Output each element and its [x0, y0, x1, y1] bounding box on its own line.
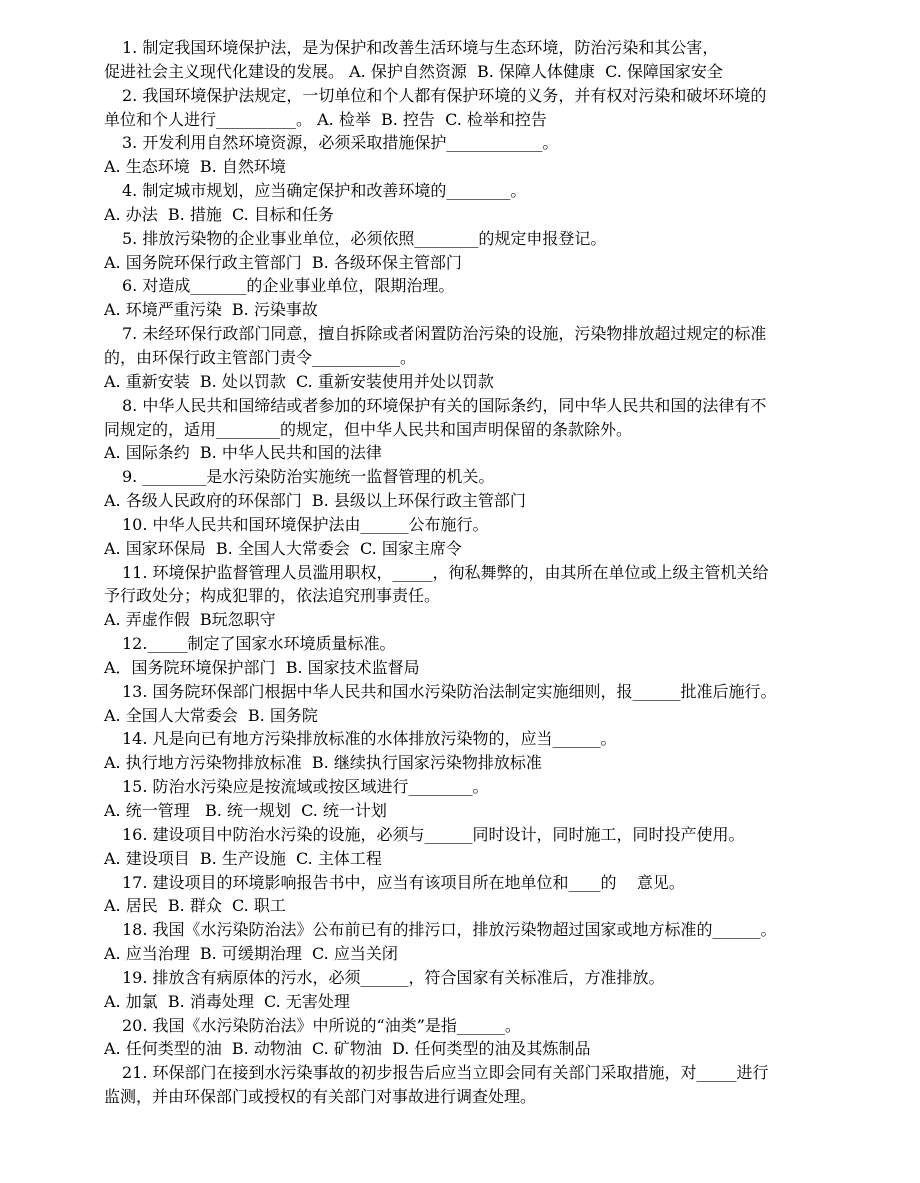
question-line: 12._____制定了国家水环境质量标准。: [122, 634, 396, 654]
options-line: A. 国家环保局 B. 全国人大常委会 C. 国家主席令: [104, 538, 462, 558]
question-line: 1. 制定我国环境保护法，是为保护和改善生活环境与生态环境，防治污染和其公害，: [122, 38, 719, 57]
options-line: A. 全国人大常委会 B. 国务院: [104, 705, 318, 725]
options-line: A. 加氯 B. 消毒处理 C. 无害处理: [104, 991, 350, 1011]
options-line: A. 环境严重污染 B. 污染事故: [104, 300, 318, 320]
question-line: 21. 环保部门在接到水污染事故的初步报告后应当立即会同有关部门采取措施，对_____进行: [122, 1063, 769, 1083]
options-line: A．国务院环境保护部门 B. 国家技术监督局: [104, 657, 420, 677]
continuation-line: 同规定的，适用________的规定，但中华人民共和国声明保留的条款除外。: [104, 419, 633, 439]
continuation-line: 促进社会主义现代化建设的发展。 A. 保护自然资源 B. 保障人体健康 C. 保障国家安全: [104, 61, 723, 81]
options-line: A. 生态环境 B. 自然环境: [104, 157, 286, 177]
question-line: 13. 国务院环保部门根据中华人民共和国水污染防治法制定实施细则，报______批准后施行。: [122, 681, 777, 701]
question-line: 19. 排放含有病原体的污水，必须______，符合国家有关标准后，方准排放。: [122, 967, 665, 987]
question-line: 18. 我国《水污染防治法》公布前已有的排污口，排放污染物超过国家或地方标准的______。: [122, 920, 777, 940]
question-line: 20. 我国《水污染防治法》中所说的“油类”是指______。: [122, 1015, 521, 1035]
options-line: A. 居民 B. 群众 C. 职工: [104, 896, 286, 916]
question-line: 2. 我国环境保护法规定，一切单位和个人都有保护环境的义务，并有权对污染和破坏环境的: [122, 85, 767, 105]
options-line: A. 执行地方污染物排放标准 B. 继续执行国家污染物排放标准: [104, 753, 542, 773]
question-line: 14. 凡是向已有地方污染排放标准的水体排放污染物的，应当______。: [122, 729, 617, 749]
question-line: 7. 未经环保行政部门同意，擅自拆除或者闲置防治污染的设施，污染物排放超过规定的标准: [122, 324, 767, 344]
question-line: 17. 建设项目的环境影响报告书中，应当有该项目所在地单位和____的 意见。: [122, 872, 685, 892]
options-line: A. 重新安装 B. 处以罚款 C. 重新安装使用并处以罚款: [104, 371, 494, 391]
options-line: A. 各级人民政府的环保部门 B. 县级以上环保行政主管部门: [104, 491, 526, 511]
question-line: 6. 对造成_______的企业事业单位，限期治理。: [122, 276, 455, 296]
continuation-line: 予行政处分；构成犯罪的，依法追究刑事责任。: [104, 586, 441, 606]
question-line: 11. 环境保护监督管理人员滥用职权，_____，徇私舞弊的，由其所在单位或上级主管机关给: [122, 562, 769, 582]
options-line: A. 弄虚作假 B玩忽职守: [104, 610, 276, 630]
question-line: 5. 排放污染物的企业事业单位，必须依照________的规定申报登记。: [122, 228, 607, 248]
options-line: A. 办法 B. 措施 C. 目标和任务: [104, 204, 334, 224]
question-line: 4. 制定城市规划，应当确定保护和改善环境的________。: [122, 181, 527, 201]
question-line: 16. 建设项目中防治水污染的设施，必须与______同时设计，同时施工，同时投产使用。: [122, 824, 745, 844]
question-line: 15. 防治水污染应是按流域或按区域进行________。: [122, 777, 489, 797]
continuation-line: 的，由环保行政主管部门责令___________。: [104, 347, 417, 367]
continuation-line: 监测，并由环保部门或授权的有关部门对事故进行调查处理。: [104, 1087, 537, 1107]
options-line: A. 任何类型的油 B. 动物油 C. 矿物油 D. 任何类型的油及其炼制品: [104, 1039, 591, 1059]
options-line: A. 统一管理 B. 统一规划 C. 统一计划: [104, 801, 387, 820]
question-line: 8. 中华人民共和国缔结或者参加的环境保护有关的国际条约，同中华人民共和国的法律有不: [122, 395, 767, 415]
options-line: A. 国务院环保行政主管部门 B. 各级环保主管部门: [104, 252, 462, 272]
question-line: 3. 开发利用自然环境资源，必须采取措施保护____________。: [122, 133, 559, 153]
question-line: 9. ________是水污染防治实施统一监督管理的机关。: [122, 467, 495, 487]
options-line: A. 国际条约 B. 中华人民共和国的法律: [104, 443, 382, 463]
options-line: A. 建设项目 B. 生产设施 C. 主体工程: [104, 848, 382, 868]
question-line: 10. 中华人民共和国环境保护法由______公布施行。: [122, 514, 489, 534]
options-line: A. 应当治理 B. 可缓期治理 C. 应当关闭: [104, 944, 398, 964]
continuation-line: 单位和个人进行__________。 A. 检举 B. 控告 C. 检举和控告: [104, 109, 547, 129]
